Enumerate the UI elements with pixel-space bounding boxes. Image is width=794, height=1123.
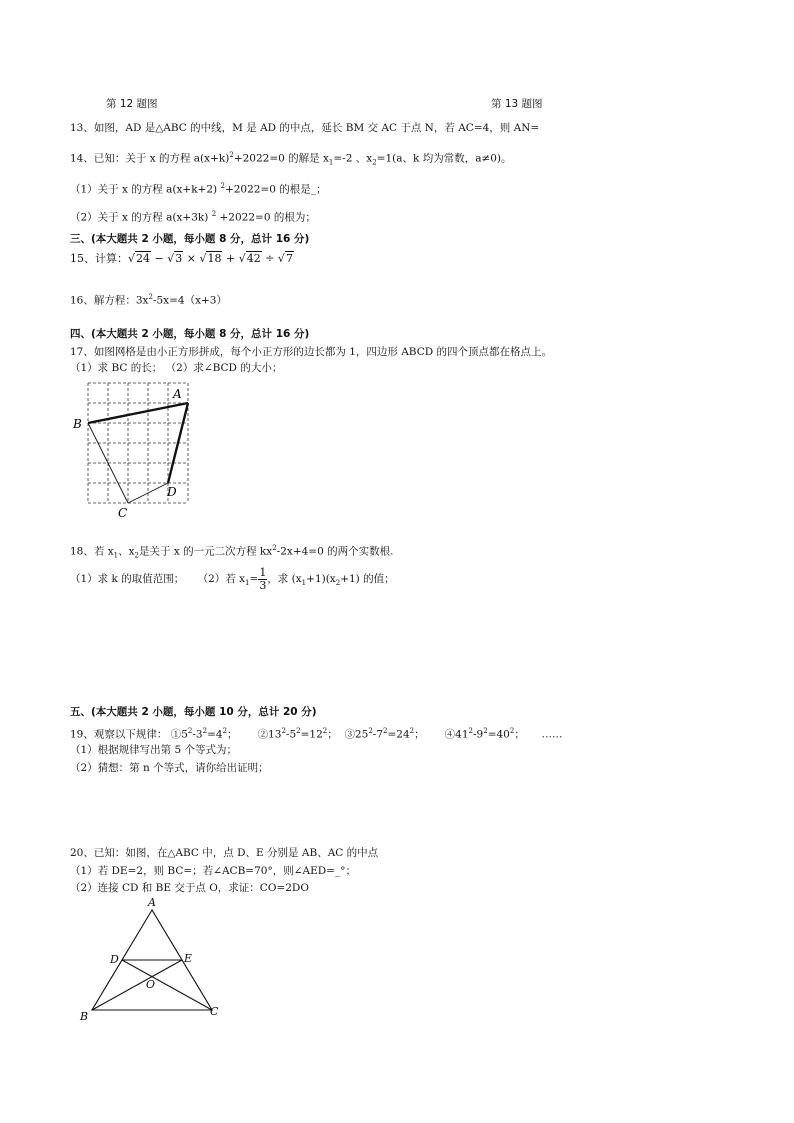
question-14-stem: 14、已知：关于 x 的方程 $a(x+k)^2+2022=0$ 的解是 $x_1=-2$ 、$x_2=1(a$、k 均为常数，a≠0)。 (70, 151, 512, 167)
question-14-part-1: （1）关于 x 的方程 a(x+k+2) $^2$+2022=0 的根是_； (70, 182, 327, 196)
question-18-stem: 18、若 $x_1$、$x_2$是关于 x 的一元二次方程 $kx^2-2x+4=0$ 的两个实数根. (70, 544, 394, 560)
question-19-part-1: （1）根据规律写出第 5 个等式为； (70, 744, 238, 756)
question-20-part-2: （2）连接 CD 和 BE 交于点 O，求证：CO=2DO (70, 882, 309, 894)
figure-17-grid (70, 380, 200, 520)
segment-dc (122, 960, 212, 1010)
question-19-pattern: 19、观察以下规律： $①5^2-3^2=4^2$； $②13^2-5^2=12^2$； $③25^2-7^2=24^2$； $④41^2-9^2=40^2$； …… (70, 727, 563, 741)
section-3-heading: 三、(本大题共 2 小题，每小题 8 分，总计 16 分) (70, 233, 310, 245)
question-16: 16、解方程：$3x^2-5x=4(x+3)$ (70, 293, 227, 307)
label-e: E (184, 952, 193, 965)
question-14-part-2: （2）关于 x 的方程 a(x+3k) $^2$ +2022=0 的根为； (70, 210, 316, 224)
figure-20-triangle (76, 896, 236, 1022)
question-13: 13、如图，AD 是△ABC 的中线，M 是 AD 的中点，延长 BM 交 AC 于点 N，若 AC=4，则 AN= (70, 122, 540, 134)
figure-13-caption: 第 13 题图 (491, 98, 543, 110)
label-o: O (146, 978, 156, 991)
label-a: A (148, 896, 156, 909)
label-b: B (80, 1010, 89, 1022)
label-b: B (73, 417, 82, 431)
segment-ab (88, 403, 188, 423)
segment-eb (92, 960, 182, 1010)
question-17-parts: （1）求 BC 的长； （2）求∠BCD 的大小； (70, 362, 283, 374)
label-c: C (118, 506, 128, 520)
label-d: D (110, 953, 119, 966)
figure-12-caption: 第 12 题图 (106, 98, 158, 110)
question-18-parts: （1）求 k 的取值范围； （2）若 $x_1=$ $\frac{1}{3}$ ，求 $(x_1+1)(x_2+1)$ 的值； (70, 565, 395, 592)
question-17-stem: 17、如图网格是由小正方形拼成，每个小正方形的边长都为 1，四边形 ABCD 的四个顶点都在格点上。 (70, 346, 552, 358)
label-c: C (210, 1005, 219, 1018)
label-a: A (173, 387, 182, 401)
label-d: D (167, 485, 177, 499)
section-4-heading: 四、(本大题共 2 小题，每小题 8 分，总计 16 分) (70, 328, 310, 340)
question-20-stem: 20、已知：如图，在△ABC 中，点 D、E 分别是 AB、AC 的中点 (70, 847, 379, 859)
section-5-heading: 五、(本大题共 2 小题，每小题 10 分，总计 20 分) (70, 706, 317, 718)
fraction-one-third: $\frac{1}{3}$ (259, 565, 267, 592)
question-19-part-2: （2）猜想：第 n 个等式，请你给出证明； (70, 762, 269, 774)
question-20-part-1: （1）若 DE=2，则 BC=；若∠ACB=70°，则∠AED=_°； (70, 865, 356, 877)
question-15: 15、计算：√24 − √3 × √18 + √42 ÷ √7 (70, 252, 293, 265)
